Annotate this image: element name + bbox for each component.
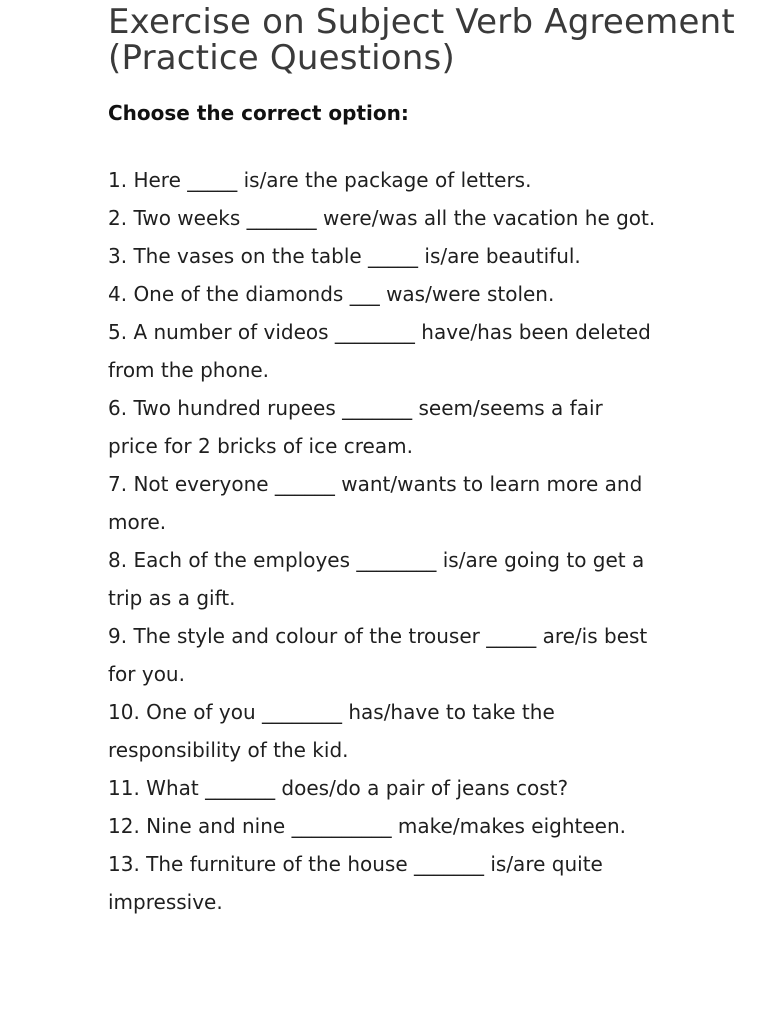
question-item: 10. One of you ________ has/have to take the responsibility of the kid. xyxy=(108,700,555,762)
question-item: 8. Each of the employes ________ is/are going to get a trip as a gift. xyxy=(108,548,645,610)
question-item: 1. Here _____ is/are the package of letters. xyxy=(108,168,532,192)
instruction-heading: Choose the correct option: xyxy=(108,101,409,125)
question-item: 2. Two weeks _______ were/was all the vacation he got. xyxy=(108,206,656,230)
question-item: 6. Two hundred rupees _______ seem/seems a fair price for 2 bricks of ice cream. xyxy=(108,396,603,458)
question-item: 3. The vases on the table _____ is/are beautiful. xyxy=(108,244,581,268)
question-item: 9. The style and colour of the trouser _____ are/is best for you. xyxy=(108,624,648,686)
question-item: 7. Not everyone ______ want/wants to learn more and more. xyxy=(108,472,643,534)
question-item: 12. Nine and nine __________ make/makes eighteen. xyxy=(108,814,626,838)
question-item: 5. A number of videos ________ have/has been deleted from the phone. xyxy=(108,320,651,382)
question-item: 13. The furniture of the house _______ is/are quite impressive. xyxy=(108,852,603,914)
worksheet xyxy=(108,0,758,921)
question-item: 4. One of the diamonds ___ was/were stolen. xyxy=(108,282,555,306)
question-list xyxy=(108,161,658,921)
page-title: Exercise on Subject Verb Agreement (Practice Questions) xyxy=(108,2,735,78)
question-item: 11. What _______ does/do a pair of jeans cost? xyxy=(108,776,569,800)
